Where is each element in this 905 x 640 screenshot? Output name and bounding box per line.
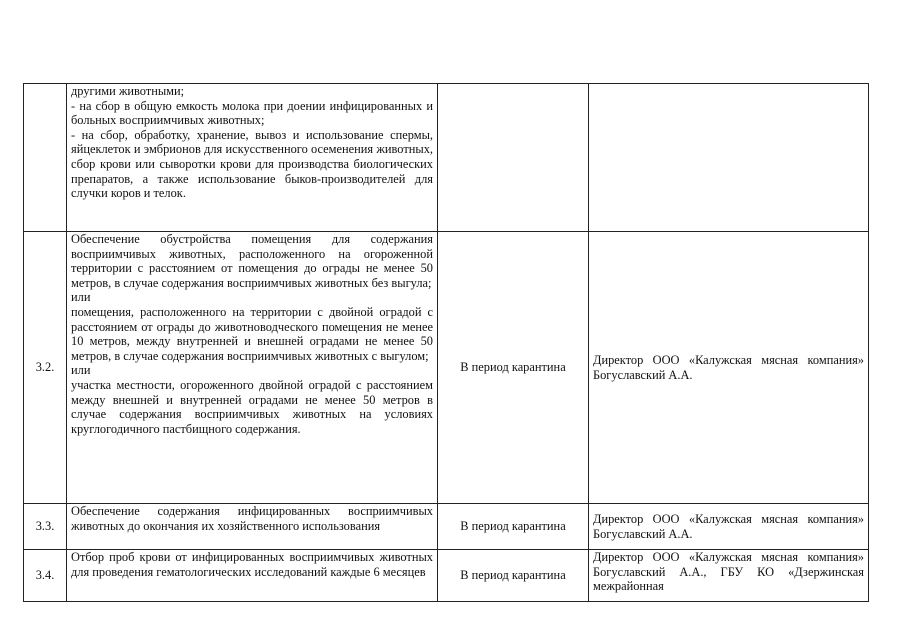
table-row: [24, 504, 869, 550]
table-row: [24, 84, 869, 232]
term-cell: В период карантина: [438, 232, 589, 504]
row-number: 3.3.: [24, 504, 67, 550]
term-cell: В период карантина: [438, 504, 589, 550]
measure-text: другими животными; - на сбор в общую емкость молока при доении инфицированных и больных восприимчивых животных; - на сбор, обработку, хранение, вывоз и использование спермы, яйцеклеток и эмбрионов для искусственного осеменения животных, сбор крови или сыворотки крови для производства биологических препаратов, а также использование быков-производителей для случки коров и телок.: [67, 84, 438, 232]
responsible-cell: Директор ООО «Калужская мясная компания» Богуславский А.А., ГБУ КО «Дзержинская межрайонная: [589, 550, 869, 602]
term-cell: [438, 84, 589, 232]
measure-text: Обеспечение обустройства помещения для содержания восприимчивых животных, расположенного на огороженной территории с расстоянием от помещения до ограды не менее 50 метров, в случае содержания восприимчивых животных без выгула; или помещения, расположенного на территории с двойной оградой с расстоянием от ограды до животноводческого помещения не менее 10 метров, между внутренней и внешней оградами не менее 50 метров, в случае содержания восприимчивых животных с выгулом; или участка местности, огороженного двойной оградой с расстоянием между внешней и внутренней оградами не менее 50 метров в случае содержания восприимчивых животных на условиях круглогодичного пастбищного содержания.: [67, 232, 438, 504]
term-cell: В период карантина: [438, 550, 589, 602]
row-number: 3.4.: [24, 550, 67, 602]
measure-text: Обеспечение содержания инфицированных восприимчивых животных до окончания их хозяйственного использования: [67, 504, 438, 550]
row-number: 3.2.: [24, 232, 67, 504]
responsible-cell: Директор ООО «Калужская мясная компания» Богуславский А.А.: [589, 232, 869, 504]
table-row: [24, 550, 869, 602]
responsible-cell: [589, 84, 869, 232]
responsible-cell: Директор ООО «Калужская мясная компания» Богуславский А.А.: [589, 504, 869, 550]
measure-text: Отбор проб крови от инфицированных восприимчивых животных для проведения гематологических исследований каждые 6 месяцев: [67, 550, 438, 602]
table-row: [24, 232, 869, 504]
plan-table: [23, 83, 869, 602]
row-number: [24, 84, 67, 232]
